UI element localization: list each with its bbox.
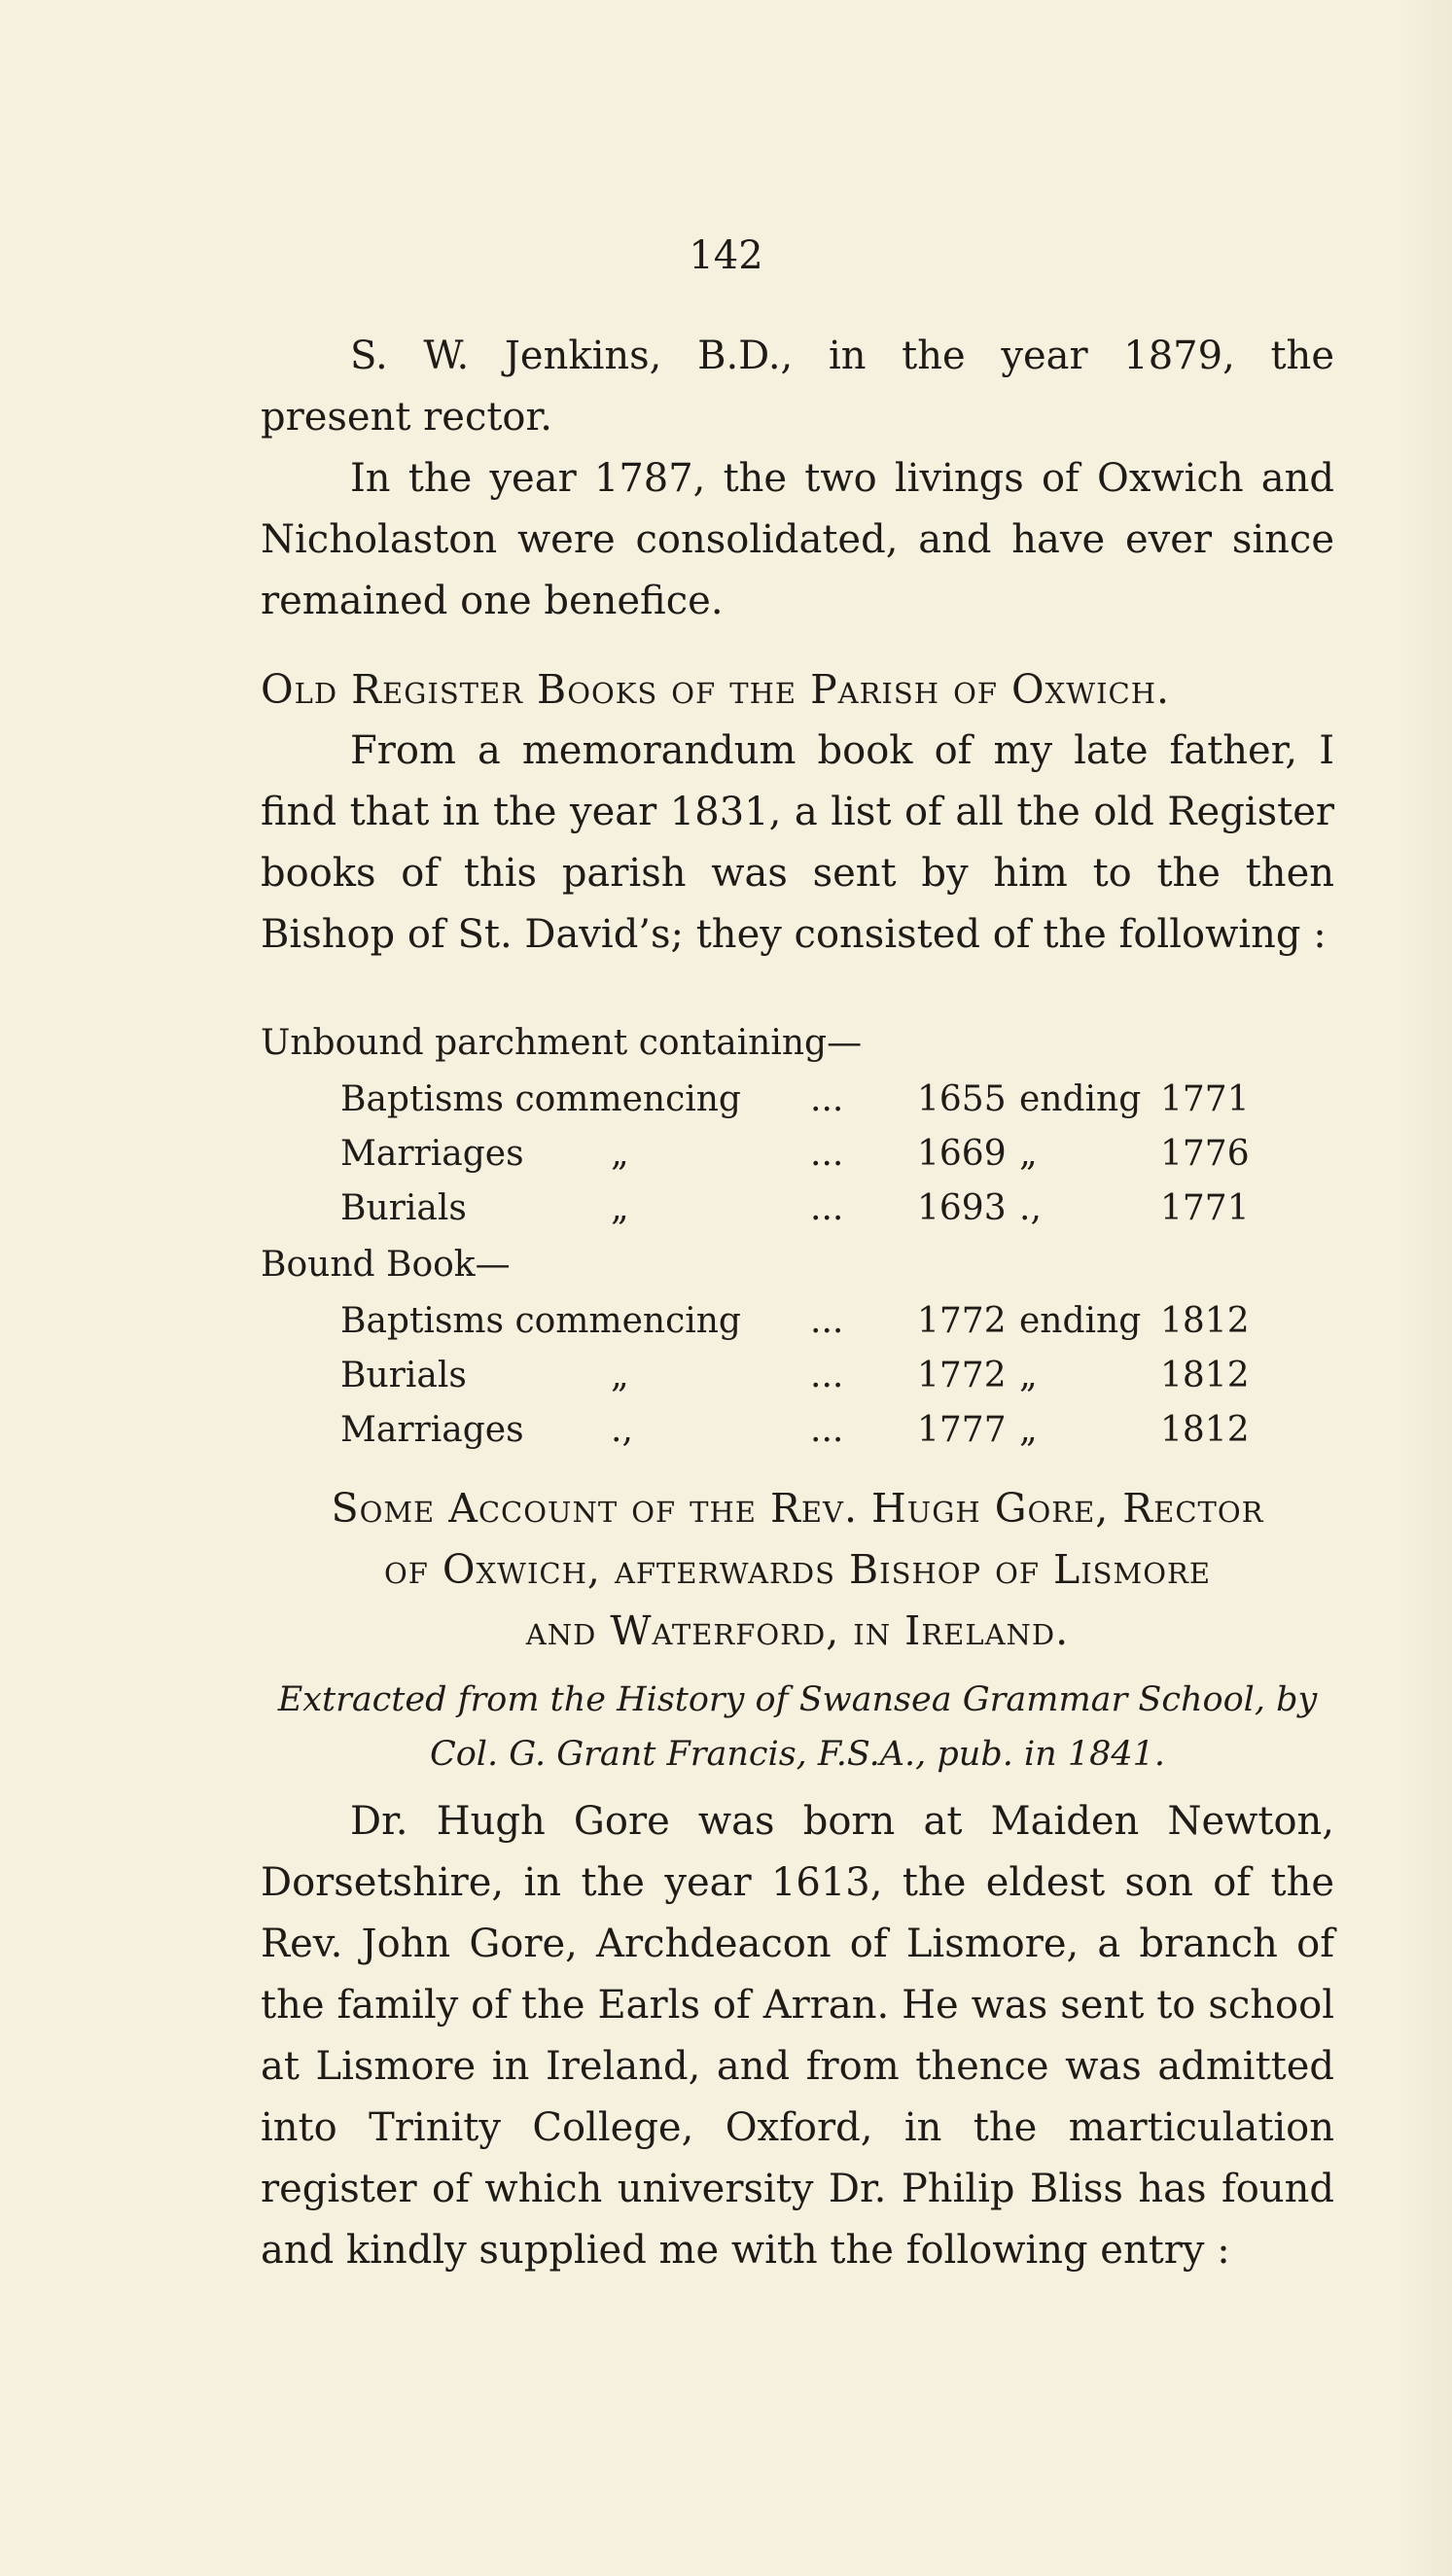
row-start-year: 1669: [917, 1134, 1007, 1174]
citation-block: [261, 1673, 1334, 1782]
row-start-year: 1772: [917, 1301, 1007, 1341]
table-row: [261, 1356, 1369, 1410]
gore-heading-line-2: of Oxwich, afterwards Bishop of Lismore: [383, 1546, 1212, 1593]
page-number: 142: [689, 233, 763, 278]
citation-line-1: Extracted from the History of Swansea Grammar School, by: [277, 1680, 1318, 1719]
row-start-year: 1772: [917, 1356, 1007, 1395]
row-end-year: 1812: [1160, 1410, 1250, 1450]
row-end-year: 1812: [1160, 1356, 1250, 1395]
unbound-heading: Unbound parchment containing—: [261, 1023, 863, 1063]
row-label: Marriages: [340, 1410, 524, 1450]
row-end-label: „: [1019, 1356, 1038, 1395]
row-dots: ...: [810, 1134, 844, 1174]
register-section: [261, 659, 1334, 966]
row-label: Burials: [340, 1356, 467, 1395]
register-heading: Old Register Books of the Parish of Oxwich.: [261, 666, 1171, 713]
row-end-label: .,: [1019, 1188, 1042, 1228]
row-end-year: 1776: [1160, 1134, 1250, 1174]
row-label: Baptisms commencing: [340, 1301, 741, 1341]
intro-block: [261, 326, 1334, 632]
bound-heading: Bound Book—: [261, 1245, 511, 1285]
table-row: [261, 1301, 1369, 1356]
row-end-label: ending: [1019, 1301, 1142, 1341]
row-end-year: 1771: [1160, 1188, 1250, 1228]
row-label: Baptisms commencing: [340, 1079, 741, 1119]
gore-paragraph: Dr. Hugh Gore was born at Maiden Newton, Dorsetshire, in the year 1613, the eldest son of the Rev. John Gore, Archdeacon of Lismore, a branch of the family of the Earls of Arran. He was sent to school at Lismore in Ireland, and from thence was admitted into Trinity College, Oxford, in the marticulation register of which university Dr. Philip Bliss has found and kindly supplied me with the following entry :: [261, 1799, 1334, 2273]
row-dots: ...: [810, 1079, 844, 1119]
row-ditto: „: [611, 1188, 629, 1228]
row-dots: ...: [810, 1356, 844, 1395]
row-ditto: .,: [611, 1410, 633, 1450]
row-dots: ...: [810, 1410, 844, 1450]
row-ditto: „: [611, 1356, 629, 1395]
row-end-label: ending: [1019, 1079, 1142, 1119]
gore-heading-line-3: and Waterford, in Ireland.: [525, 1607, 1070, 1654]
page-edge-shade: [1394, 0, 1452, 2576]
row-start-year: 1693: [917, 1188, 1007, 1228]
citation-line-2: Col. G. Grant Francis, F.S.A., pub. in 1841.: [429, 1735, 1166, 1774]
row-end-year: 1771: [1160, 1079, 1250, 1119]
row-end-year: 1812: [1160, 1301, 1250, 1341]
table-row: [261, 1188, 1369, 1243]
row-dots: ...: [810, 1188, 844, 1228]
intro-line-1: S. W. Jenkins, B.D., in the year 1879, the: [350, 334, 1334, 378]
gore-heading-line-1: Some Account of the Rev. Hugh Gore, Rector: [331, 1485, 1264, 1532]
table-row: [261, 1134, 1369, 1188]
row-end-label: „: [1019, 1134, 1038, 1174]
row-label: Marriages: [340, 1134, 524, 1174]
intro-line-2: present rector.: [261, 395, 552, 440]
row-dots: ...: [810, 1301, 844, 1341]
row-start-year: 1655: [917, 1079, 1007, 1119]
gore-paragraph-block: [261, 1791, 1334, 2281]
consolidation-paragraph: In the year 1787, the two livings of Oxwich and Nicholaston were consolidated, and have ever since remained one benefice.: [261, 456, 1334, 623]
gore-heading-block: [261, 1478, 1334, 1662]
table-row: [261, 1079, 1369, 1134]
row-label: Burials: [340, 1188, 467, 1228]
register-paragraph: From a memorandum book of my late father, I find that in the year 1831, a list of all the old Register books of this parish was sent by him to the then Bishop of St. David’s; they consisted of the following :: [261, 728, 1334, 957]
row-end-label: „: [1019, 1410, 1038, 1450]
table-row: [261, 1410, 1369, 1464]
row-start-year: 1777: [917, 1410, 1007, 1450]
row-ditto: „: [611, 1134, 629, 1174]
